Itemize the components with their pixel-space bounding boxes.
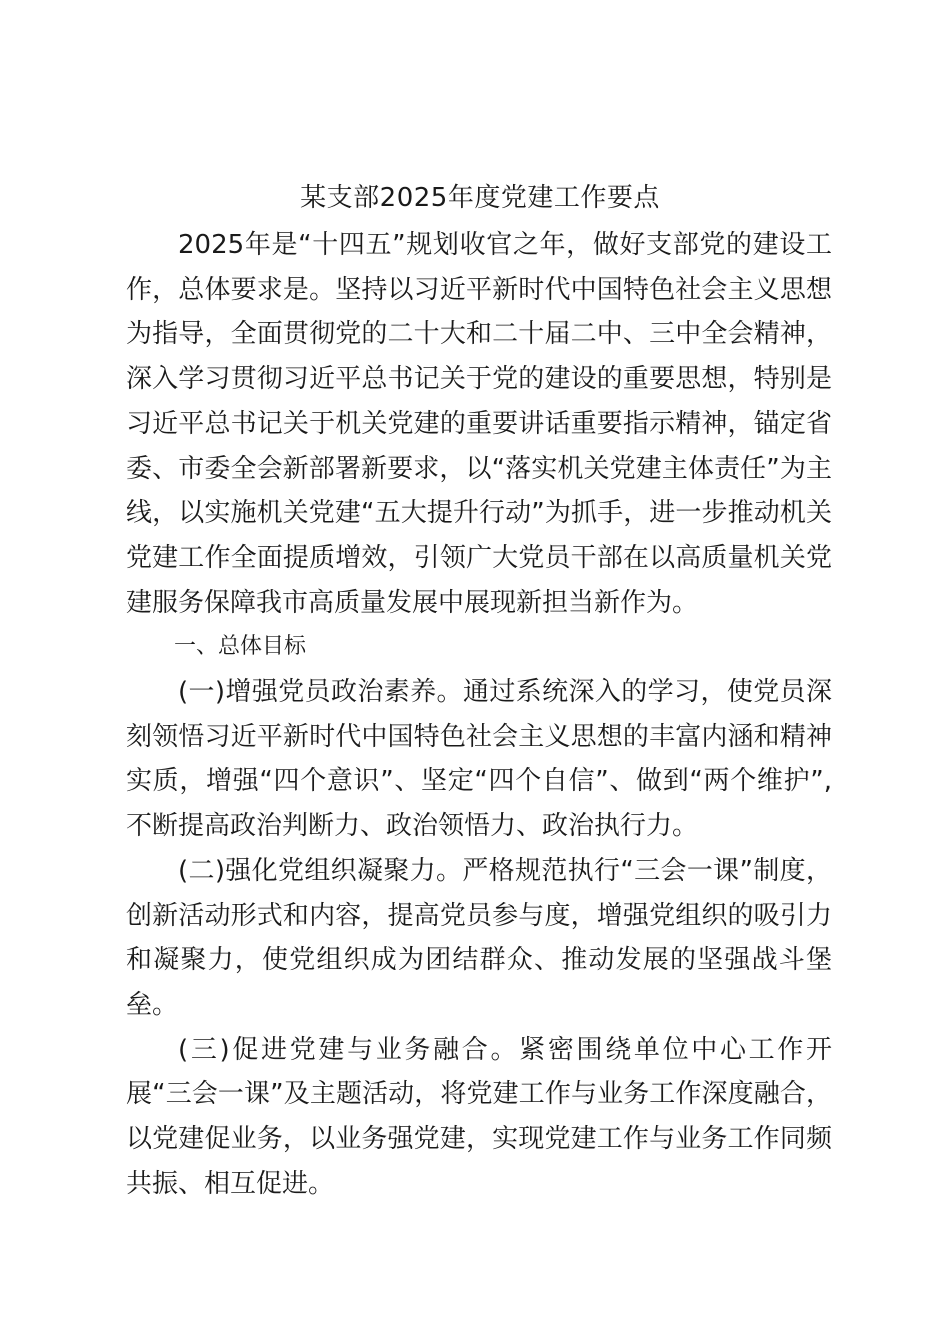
- document-title: 某支部2025年度党建工作要点: [300, 183, 660, 213]
- goal-item-1: (一)增强党员政治素养。通过系统深入的学习，使党员深刻领悟习近平新时代中国特色社会主义思想的丰富内涵和精神实质，增强“四个意识”、坚定“四个自信”、做到“两个维护”,不断提高政治判断力、政治领悟力、政治执行力。: [126, 677, 832, 842]
- goal-item-2: (二)强化党组织凝聚力。严格规范执行“三会一课”制度，创新活动形式和内容，提高党员参与度，增强党组织的吸引力和凝聚力，使党组织成为团结群众、推动发展的坚强战斗堡垒。: [126, 855, 832, 1020]
- document-body: [126, 223, 832, 1206]
- section-heading-overall-goals: 一、总体目标: [174, 634, 307, 660]
- intro-paragraph: 2025年是“十四五”规划收官之年，做好支部党的建设工作，总体要求是。坚持以习近平新时代中国特色社会主义思想为指导，全面贯彻党的二十大和二十届二中、三中全会精神，深入学习贯彻习近平总书记关于党的建设的重要思想，特别是习近平总书记关于机关党建的重要讲话重要指示精神，锚定省委、市委全会新部署新要求，以“落实机关党建主体责任”为主线，以实施机关党建“五大提升行动”为抓手，进一步推动机关党建工作全面提质增效，引领广大党员干部在以高质量机关党建服务保障我市高质量发展中展现新担当新作为。: [126, 230, 832, 618]
- goal-item-3: (三)促进党建与业务融合。紧密围绕单位中心工作开展“三会一课”及主题活动，将党建工作与业务工作深度融合，以党建促业务，以业务强党建，实现党建工作与业务工作同频共振、相互促进。: [126, 1034, 832, 1199]
